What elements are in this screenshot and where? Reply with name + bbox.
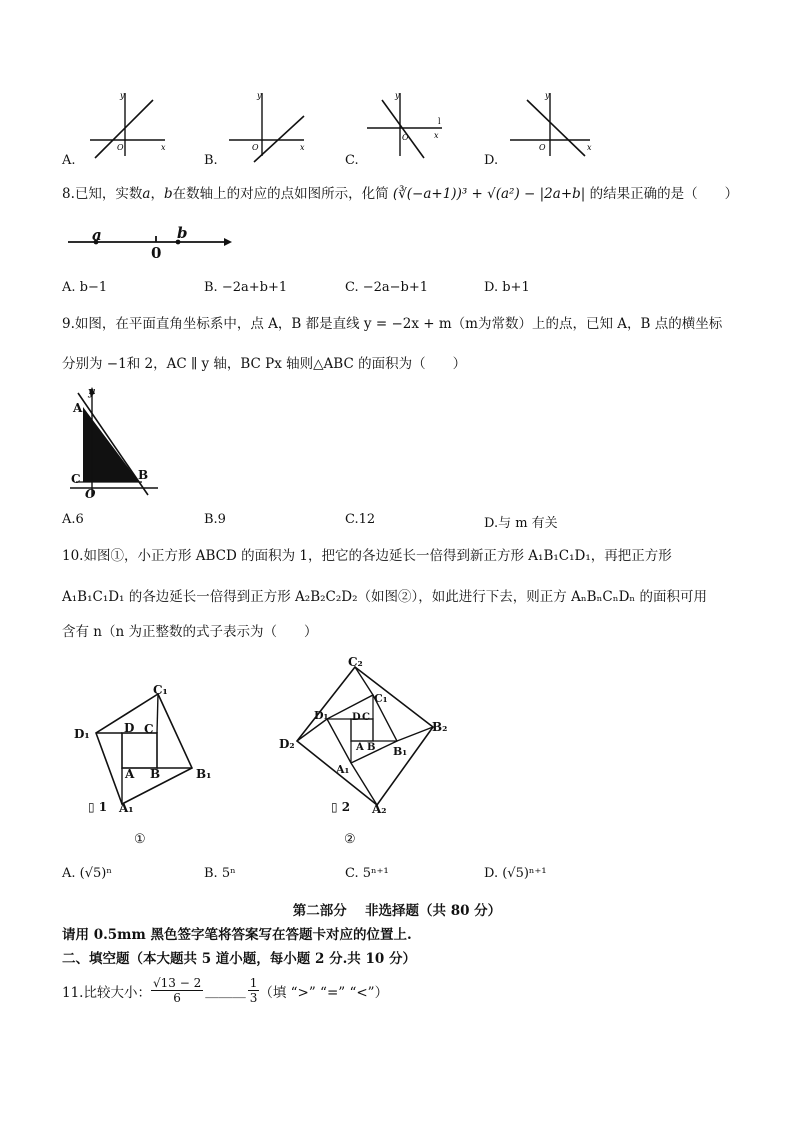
q7-option-d: D. bbox=[484, 153, 499, 168]
q8-axis-label-a: a bbox=[92, 226, 102, 244]
q10-option-a: A. (√5)ⁿ bbox=[62, 866, 112, 881]
svg-text:x: x bbox=[161, 143, 166, 152]
q9-label-o: O bbox=[85, 487, 96, 501]
part2-title: 第二部分 非选择题（共 80 分） bbox=[292, 903, 502, 919]
svg-text:y: y bbox=[545, 91, 550, 100]
q10-fig1-label-a: A bbox=[125, 767, 135, 781]
q10-fig1-label-d1: D₁ bbox=[74, 727, 90, 741]
q10-caption-2: ② bbox=[344, 832, 356, 847]
q8-expression: (∛(−a+1))³ + √(a²) − |2a+b| bbox=[392, 186, 586, 202]
q10-fig2-label-d: D bbox=[352, 712, 361, 723]
q7-option-b: B. bbox=[204, 153, 218, 168]
q10-fig1-label-c: C bbox=[144, 722, 154, 736]
q10-fig1-label-c1: C₁ bbox=[153, 683, 168, 697]
svg-text:y: y bbox=[395, 91, 400, 100]
q8-stem: 8.已知，实数a，b在数轴上的对应的点如图所示，化简 (∛(−a+1))³ + √(a²) − |2a+b| 的结果正确的是（ ） bbox=[62, 186, 739, 202]
q10-fig2-label-c1: C₁ bbox=[374, 692, 388, 705]
q9-stem-line-2: 分别为 −1和 2，AC ∥ y 轴，BC Px 轴则△ABC 的面积为（ ） bbox=[62, 356, 467, 372]
q10-fig2-label-b: B bbox=[367, 742, 376, 753]
q11-fraction-left: $\frac{√13 - 2}{6}$ bbox=[152, 976, 202, 1005]
q7-graph-b bbox=[224, 88, 314, 158]
q10-figure-2 bbox=[285, 655, 460, 820]
q10-fig1-label-d: D bbox=[124, 721, 135, 735]
q8-option-a: A. b−1 bbox=[62, 280, 108, 295]
q7-graph-a bbox=[85, 88, 175, 158]
q10-fig1-label-a1: A₁ bbox=[119, 801, 134, 815]
q9-stem-line-1: 9.如图，在平面直角坐标系中，点 A，B 都是直线 y = −2x + m（m为常数）上的点，已知 A，B 点的横坐标 bbox=[62, 316, 723, 332]
q11-stem: 11.比较大小： $\frac{√13 - 2}{6}$ ______ $\frac{1}{3}$ （填 “>” “=” “<”） bbox=[62, 976, 389, 1005]
svg-text:y: y bbox=[257, 91, 262, 100]
q9-label-c: C bbox=[71, 472, 81, 486]
q10-fig1-label-b: B bbox=[150, 767, 161, 781]
q9-option-d: D.与 m 有关 bbox=[484, 516, 558, 531]
svg-text:x: x bbox=[300, 143, 305, 152]
q8-axis-label-b: b bbox=[177, 224, 188, 242]
q9-label-y: y bbox=[88, 385, 95, 398]
section-title-fill-in: 二、填空题（本大题共 5 道小题，每小题 2 分.共 10 分） bbox=[62, 951, 416, 967]
q10-fig1-label-b1: B₁ bbox=[196, 767, 212, 781]
q11-blank: ______ bbox=[205, 982, 246, 999]
q10-stem-line-2: A₁B₁C₁D₁ 的各边延长一倍得到正方形 A₂B₂C₂D₂（如图②），如此进行下去，则正方 AₙBₙCₙDₙ 的面积可用 bbox=[62, 589, 708, 605]
q10-fig2-label-b2: B₂ bbox=[432, 720, 448, 734]
q10-stem-line-1: 10.如图①，小正方形 ABCD 的面积为 1，把它的各边延长一倍得到新正方形 A₁B₁C₁D₁，再把正方形 bbox=[62, 548, 672, 564]
q10-fig2-label-c: C bbox=[362, 712, 370, 723]
q9-option-a: A.6 bbox=[62, 512, 84, 527]
q8-option-d: D. b+1 bbox=[484, 280, 530, 295]
q10-caption-1: ① bbox=[134, 832, 146, 847]
q7-option-a: A. bbox=[62, 153, 76, 168]
part2-instruction: 请用 0.5mm 黑色签字笔将答案写在答题卡对应的位置上. bbox=[62, 927, 412, 943]
q10-fig2-label-d1: D₁ bbox=[314, 709, 329, 722]
q10-figure-1 bbox=[72, 680, 222, 820]
q11-fraction-right: $\frac{1}{3}$ bbox=[249, 976, 258, 1005]
q9-option-b: B.9 bbox=[204, 512, 226, 527]
q10-fig2-label-a2: A₂ bbox=[372, 802, 387, 816]
q9-option-c: C.12 bbox=[345, 512, 376, 527]
svg-text:O: O bbox=[402, 133, 409, 142]
q9-label-a: A bbox=[73, 401, 83, 415]
svg-text:O: O bbox=[117, 143, 124, 152]
q7-graph-c bbox=[362, 88, 452, 158]
q10-option-d: D. (√5)ⁿ⁺¹ bbox=[484, 866, 547, 881]
svg-text:x: x bbox=[434, 131, 439, 140]
q10-fig2-tag: ▯ 2 bbox=[331, 800, 351, 814]
q7-option-c: C. bbox=[345, 153, 359, 168]
svg-text:O: O bbox=[252, 143, 259, 152]
q10-fig2-label-b1: B₁ bbox=[393, 745, 408, 758]
svg-text:x: x bbox=[587, 143, 592, 152]
q10-fig2-label-d2: D₂ bbox=[279, 737, 295, 751]
q10-stem-line-3: 含有 n（n 为正整数的式子表示为（ ） bbox=[62, 624, 318, 640]
q10-fig2-label-c2: C₂ bbox=[348, 655, 363, 669]
q10-fig2-label-a: A bbox=[356, 742, 364, 753]
svg-text:y: y bbox=[120, 91, 125, 100]
q9-label-b: B bbox=[138, 468, 149, 482]
svg-text:O: O bbox=[539, 143, 546, 152]
q8-option-c: C. −2a−b+1 bbox=[345, 280, 429, 295]
q10-fig1-tag: ▯ 1 bbox=[88, 800, 108, 814]
q10-fig2-label-a1: A₁ bbox=[336, 763, 350, 776]
svg-text:l: l bbox=[438, 117, 441, 126]
q8-option-b: B. −2a+b+1 bbox=[204, 280, 288, 295]
q8-axis-label-zero: 0 bbox=[151, 244, 162, 262]
q7-graph-d bbox=[505, 88, 600, 158]
q10-option-b: B. 5ⁿ bbox=[204, 866, 236, 881]
q10-option-c: C. 5ⁿ⁺¹ bbox=[345, 866, 389, 881]
